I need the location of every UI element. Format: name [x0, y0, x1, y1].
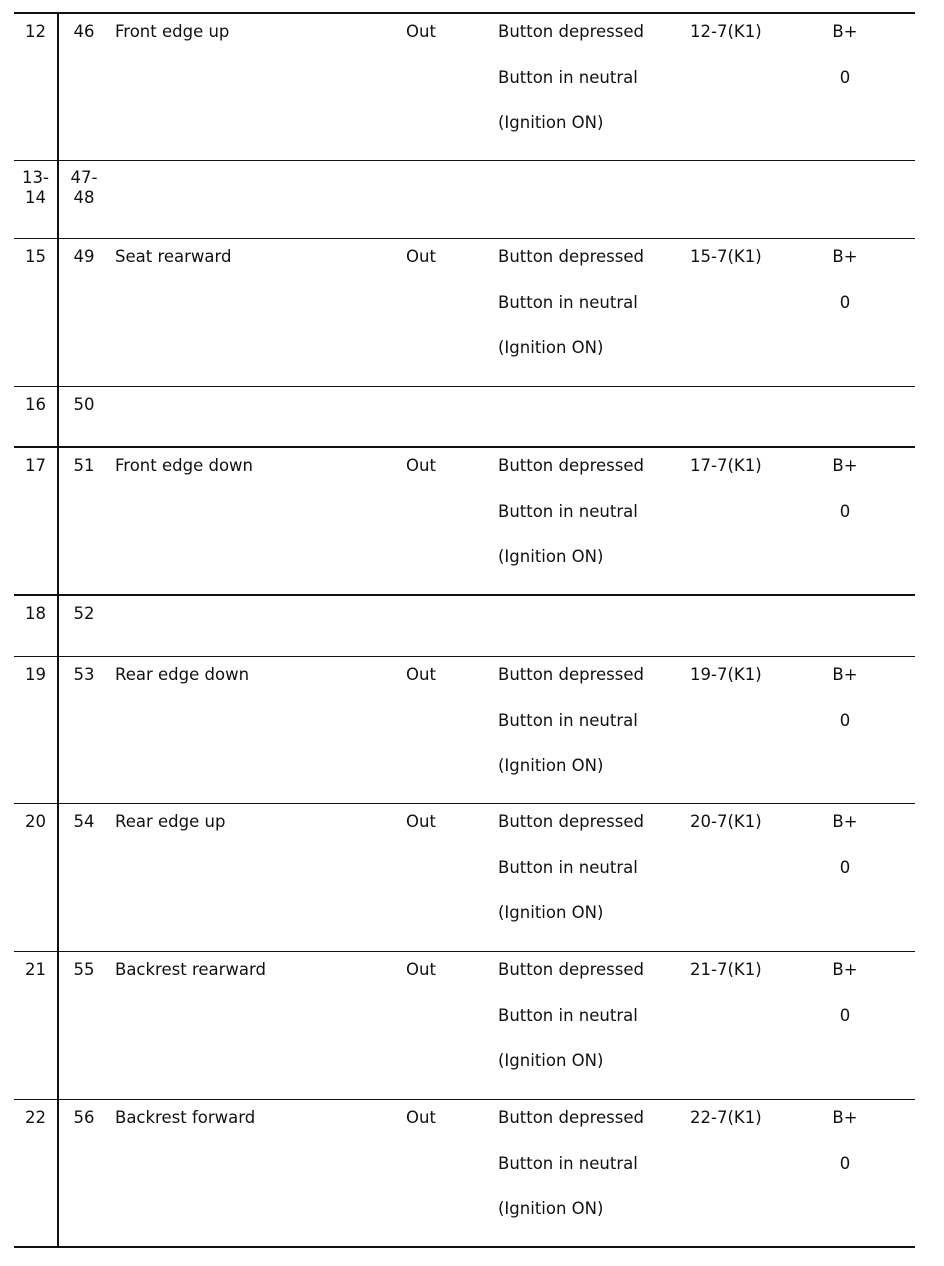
signal-direction: Out — [406, 1108, 436, 1127]
condition-ignition: (Ignition ON) — [498, 547, 604, 566]
test-conditions — [498, 960, 644, 1097]
expected-values — [824, 247, 866, 338]
connector-pin-b: 50 — [73, 395, 95, 414]
table-bottom-border — [14, 1246, 915, 1248]
connector-pin-b: 54 — [73, 812, 95, 831]
value-depressed: B+ — [832, 456, 858, 475]
signal-direction: Out — [406, 665, 436, 684]
test-conditions — [498, 665, 644, 802]
table-row — [14, 594, 915, 656]
function-label: Rear edge up — [115, 812, 226, 831]
expected-values — [824, 665, 866, 756]
connector-pin-b: 56 — [73, 1108, 95, 1127]
value-neutral: 0 — [839, 857, 851, 877]
test-conditions — [498, 456, 644, 593]
table-row — [14, 1099, 915, 1246]
test-conditions — [498, 1108, 644, 1245]
condition-neutral: Button in neutral — [498, 710, 638, 730]
condition-neutral: Button in neutral — [498, 1153, 638, 1173]
connector-pin-a: 21 — [25, 960, 46, 979]
pin-assignment-table — [14, 12, 915, 1248]
connector-pin-a: 17 — [25, 456, 46, 475]
condition-ignition: (Ignition ON) — [498, 1199, 604, 1218]
value-depressed: B+ — [832, 22, 858, 41]
value-depressed: B+ — [832, 960, 858, 979]
connector-pin-a: 18 — [25, 604, 46, 623]
condition-neutral: Button in neutral — [498, 1005, 638, 1025]
test-conditions — [498, 22, 644, 159]
signal-direction: Out — [406, 22, 436, 41]
value-neutral: 0 — [839, 1005, 851, 1025]
value-neutral: 0 — [839, 710, 851, 730]
expected-values — [824, 1108, 866, 1199]
value-depressed: B+ — [832, 665, 858, 684]
connector-pin-b: 51 — [73, 456, 95, 475]
condition-depressed: Button depressed — [498, 22, 645, 41]
value-neutral: 0 — [839, 292, 851, 312]
table-row — [14, 386, 915, 446]
table-row — [14, 803, 915, 951]
condition-depressed: Button depressed — [498, 665, 645, 684]
table-row — [14, 446, 915, 594]
signal-direction: Out — [406, 247, 436, 266]
function-label: Rear edge down — [115, 665, 250, 684]
condition-depressed: Button depressed — [498, 247, 645, 266]
connector-pin-a: 19 — [25, 665, 46, 684]
test-conditions — [498, 247, 644, 384]
condition-ignition: (Ignition ON) — [498, 338, 604, 357]
expected-values — [824, 456, 866, 547]
condition-depressed: Button depressed — [498, 1108, 645, 1127]
connector-pin-a: 15 — [25, 247, 46, 266]
function-label: Backrest rearward — [115, 960, 266, 979]
connector-pin-b: 55 — [73, 960, 95, 979]
connector-pin-a: 12 — [25, 22, 46, 41]
table-row — [14, 160, 915, 238]
connector-pin-b: 49 — [73, 247, 95, 266]
connector-pin-b: 46 — [73, 22, 95, 41]
table-row — [14, 238, 915, 386]
value-depressed: B+ — [832, 247, 858, 266]
signal-direction: Out — [406, 960, 436, 979]
table-row — [14, 12, 915, 160]
value-depressed: B+ — [832, 1108, 858, 1127]
condition-neutral: Button in neutral — [498, 67, 638, 87]
table-row — [14, 951, 915, 1099]
measurement-points: 17-7(K1) — [690, 456, 762, 475]
expected-values — [824, 812, 866, 903]
measurement-points: 20-7(K1) — [690, 812, 762, 831]
measurement-points: 12-7(K1) — [690, 22, 762, 41]
value-neutral: 0 — [839, 1153, 851, 1173]
value-neutral: 0 — [839, 501, 851, 521]
condition-depressed: Button depressed — [498, 812, 645, 831]
signal-direction: Out — [406, 456, 436, 475]
signal-direction: Out — [406, 812, 436, 831]
connector-pin-a: 22 — [25, 1108, 46, 1127]
connector-pin-a: 20 — [25, 812, 46, 831]
connector-pin-a: 16 — [25, 395, 46, 414]
connector-pin-a: 13- 14 — [22, 168, 49, 207]
function-label: Backrest forward — [115, 1108, 256, 1127]
expected-values — [824, 22, 866, 113]
measurement-points: 22-7(K1) — [690, 1108, 762, 1127]
condition-ignition: (Ignition ON) — [498, 113, 604, 132]
table-row — [14, 656, 915, 803]
condition-neutral: Button in neutral — [498, 292, 638, 312]
connector-pin-b: 47- 48 — [70, 168, 98, 207]
connector-pin-b: 53 — [73, 665, 95, 684]
condition-ignition: (Ignition ON) — [498, 903, 604, 922]
function-label: Front edge up — [115, 22, 230, 41]
value-depressed: B+ — [832, 812, 858, 831]
condition-neutral: Button in neutral — [498, 501, 638, 521]
condition-ignition: (Ignition ON) — [498, 1051, 604, 1070]
test-conditions — [498, 812, 644, 949]
expected-values — [824, 960, 866, 1051]
condition-ignition: (Ignition ON) — [498, 756, 604, 775]
measurement-points: 21-7(K1) — [690, 960, 762, 979]
condition-depressed: Button depressed — [498, 456, 645, 475]
condition-depressed: Button depressed — [498, 960, 645, 979]
function-label: Front edge down — [115, 456, 253, 475]
function-label: Seat rearward — [115, 247, 232, 266]
value-neutral: 0 — [839, 67, 851, 87]
measurement-points: 19-7(K1) — [690, 665, 762, 684]
measurement-points: 15-7(K1) — [690, 247, 762, 266]
condition-neutral: Button in neutral — [498, 857, 638, 877]
connector-pin-b: 52 — [73, 604, 95, 623]
